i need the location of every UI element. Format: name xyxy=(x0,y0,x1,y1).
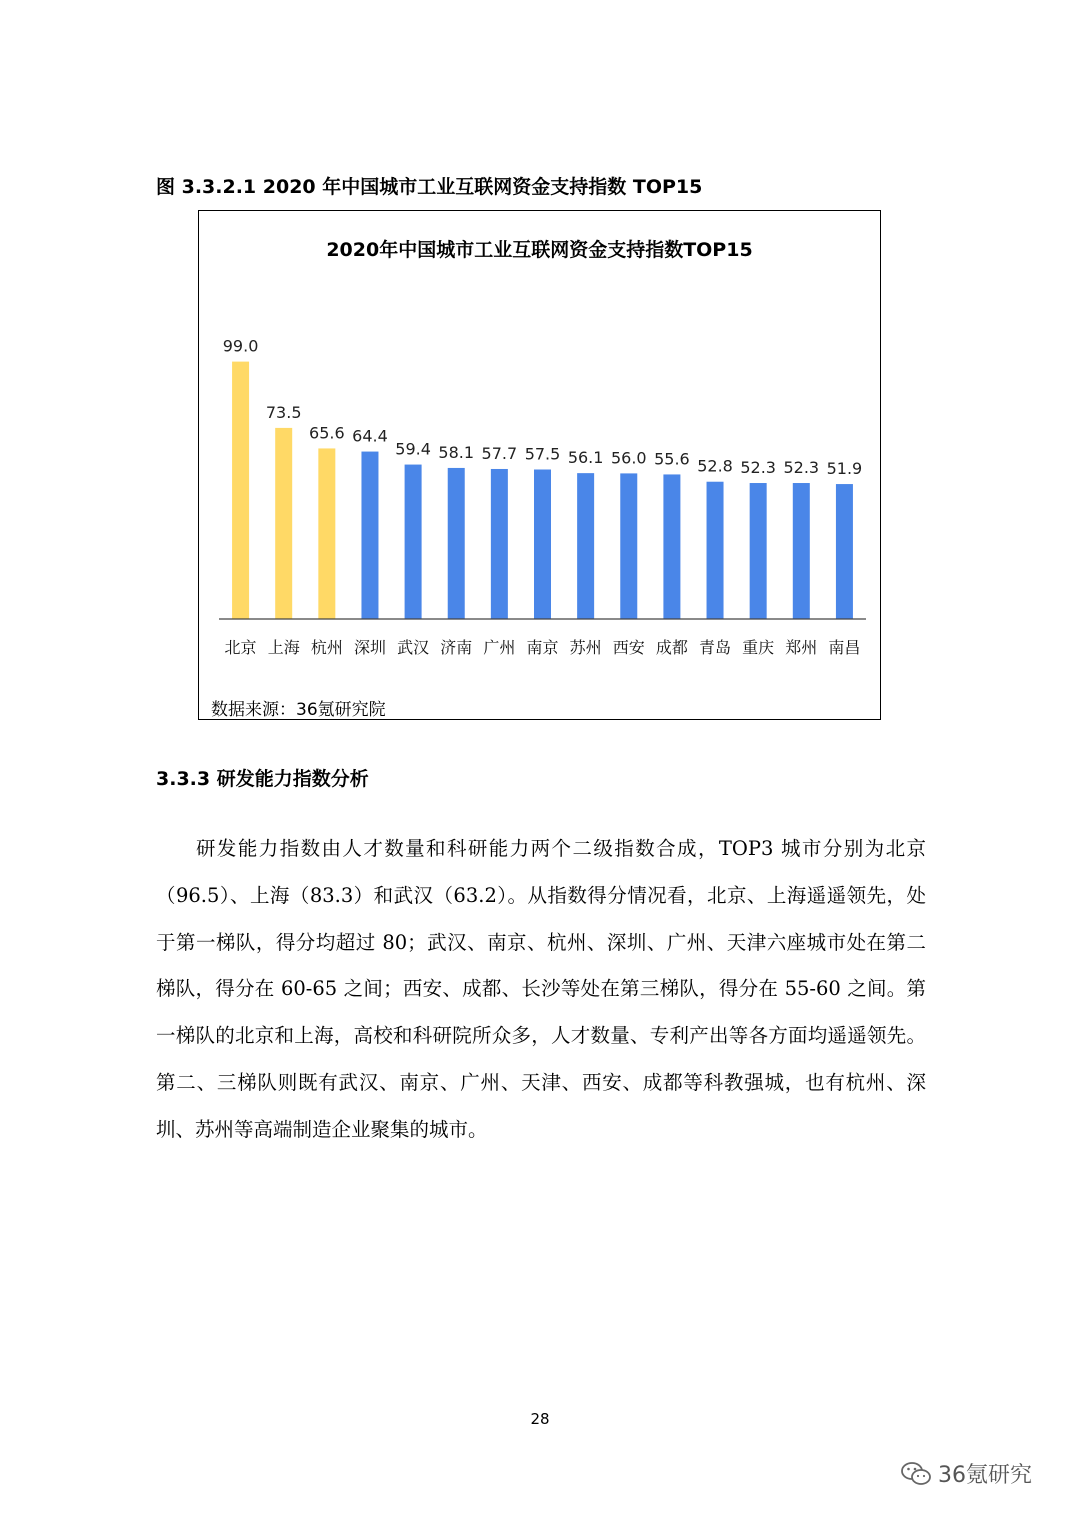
category-label: 南昌 xyxy=(828,638,861,657)
category-label: 广州 xyxy=(483,638,516,657)
category-label: 南京 xyxy=(526,638,559,657)
category-label: 重庆 xyxy=(742,638,775,657)
bar-苏州 xyxy=(577,473,594,619)
value-label: 65.6 xyxy=(309,423,345,443)
value-label: 73.5 xyxy=(265,402,302,422)
page-number: 28 xyxy=(530,1410,550,1428)
category-label: 深圳 xyxy=(353,638,386,657)
figure-caption: 图 3.3.2.1 2020 年中国城市工业互联网资金支持指数 TOP15 xyxy=(156,176,703,198)
value-label: 52.8 xyxy=(697,456,733,476)
bar-广州 xyxy=(491,469,508,619)
chart-title: 2020年中国城市工业互联网资金支持指数TOP15 xyxy=(326,239,753,261)
value-label: 52.3 xyxy=(783,458,820,478)
bar-上海 xyxy=(275,428,292,619)
category-label: 济南 xyxy=(440,638,473,657)
category-label: 郑州 xyxy=(785,638,818,657)
category-label: 上海 xyxy=(267,638,300,657)
bar-武汉 xyxy=(405,465,422,619)
bar-深圳 xyxy=(361,452,378,619)
section-heading: 3.3.3 研发能力指数分析 xyxy=(156,768,369,790)
watermark-text: 36氪研究 xyxy=(938,1463,1032,1488)
value-label: 64.4 xyxy=(352,426,388,446)
bar-青岛 xyxy=(707,482,724,619)
category-label: 青岛 xyxy=(699,638,732,657)
value-label: 52.3 xyxy=(740,458,776,478)
value-label: 57.5 xyxy=(524,444,561,464)
bar-重庆 xyxy=(750,483,767,619)
category-label: 杭州 xyxy=(310,638,343,657)
bar-成都 xyxy=(663,474,680,619)
bar-南昌 xyxy=(836,484,853,619)
value-label: 55.6 xyxy=(654,449,690,469)
category-label: 武汉 xyxy=(397,638,430,657)
bar-北京 xyxy=(232,362,249,619)
chart-source: 数据来源：36氪研究院 xyxy=(211,700,386,720)
value-label: 51.9 xyxy=(826,459,863,479)
value-label: 99.0 xyxy=(222,336,259,356)
value-label: 57.7 xyxy=(481,443,518,463)
wechat-icon xyxy=(900,1460,932,1488)
category-label: 成都 xyxy=(655,638,688,657)
bar-杭州 xyxy=(318,448,335,619)
body-paragraph: 研发能力指数由人才数量和科研能力两个二级指数合成，TOP3 城市分别为北京（96.5）、上海（83.3）和武汉（63.2）。从指数得分情况看，北京、上海遥遥领先，处于第一梯队，得分均超过 80；武汉、南京、杭州、深圳、广州、天津六座城市处在第二梯队，得分在 60-65 之间；西安、成都、长沙等处在第三梯队，得分在 55-60 之间。第一梯队的北京和上海，高校和科研院所众多，人才数量、专利产出等各方面均遥遥领先。第二、三梯队则既有武汉、南京、广州、天津、西安、成都等科教强城，也有杭州、深圳、苏州等高端制造企业聚集的城市。 xyxy=(156,837,926,1141)
bar-chart xyxy=(199,211,880,719)
bar-南京 xyxy=(534,470,551,620)
value-label: 58.1 xyxy=(438,442,475,462)
chart-frame xyxy=(198,210,881,720)
value-label: 59.4 xyxy=(395,439,431,459)
bar-郑州 xyxy=(793,483,810,619)
value-label: 56.1 xyxy=(567,448,604,468)
value-label: 56.0 xyxy=(610,448,647,468)
category-label: 苏州 xyxy=(569,638,602,657)
category-label: 西安 xyxy=(612,638,645,657)
bar-济南 xyxy=(448,468,465,619)
bar-西安 xyxy=(620,473,637,619)
watermark xyxy=(900,1458,1032,1489)
category-label: 北京 xyxy=(224,638,257,657)
